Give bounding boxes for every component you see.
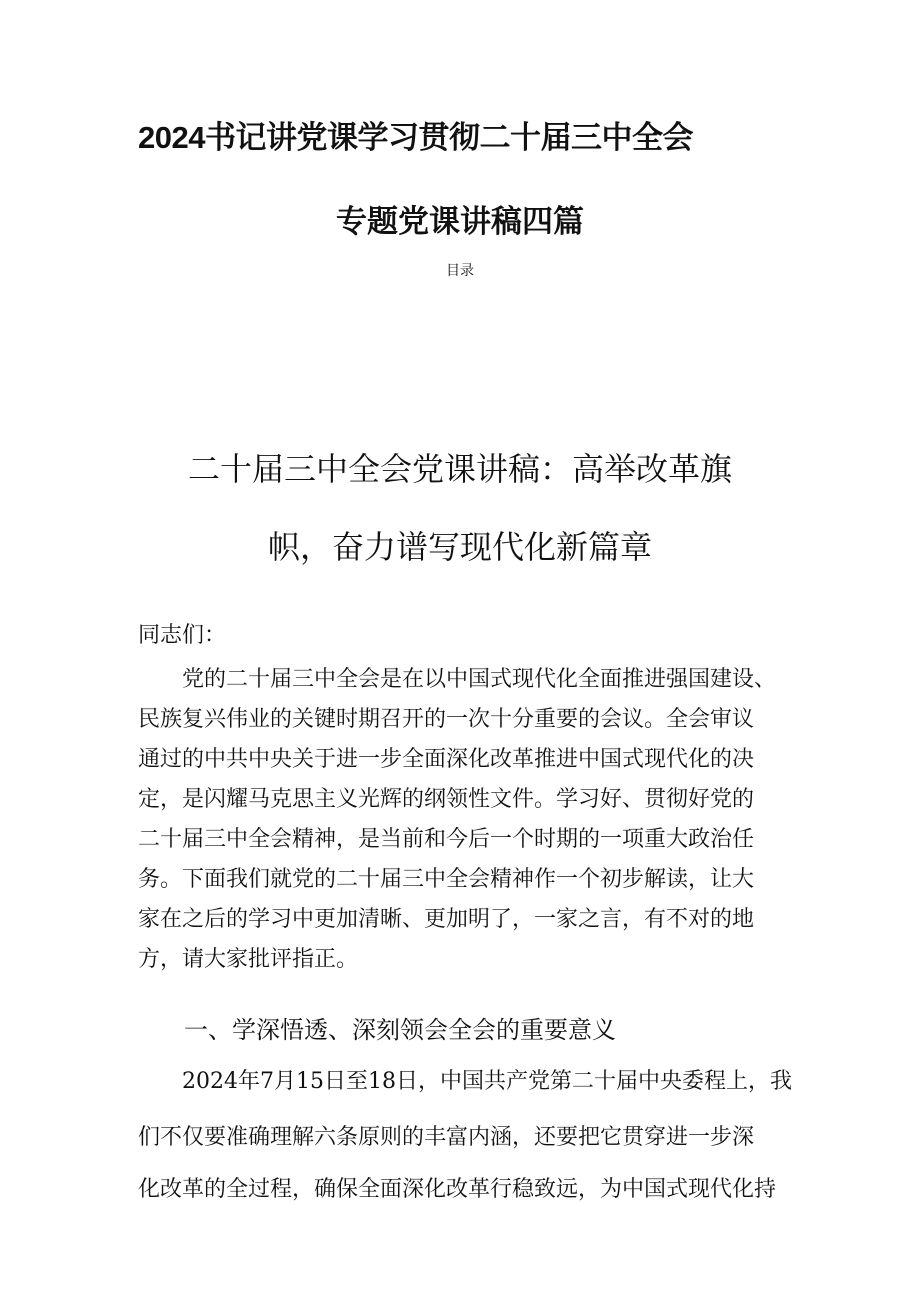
paragraph-2-line: 2024年7月15日至18日，中国共产党第二十届中央委程上，我: [138, 1069, 792, 1094]
table-of-contents-label: 目录: [446, 262, 474, 278]
salutation: 同志们：: [138, 623, 227, 648]
paragraph-line: 务。下面我们就党的二十届三中全会精神作一个初步解读，让大: [138, 867, 755, 892]
section-title-line-2: 帜，奋力谱写现代化新篇章: [267, 529, 652, 565]
heading-section-1: 一、学深悟透、深刻领会全会的重要意义: [184, 1017, 616, 1044]
paragraph-line: 二十届三中全会精神，是当前和今后一个时期的一项重大政治任: [138, 827, 755, 852]
paragraph-line: 定，是闪耀马克思主义光辉的纲领性文件。学习好、贯彻好党的: [138, 787, 755, 812]
paragraph-2-line: 化改革的全过程，确保全面深化改革行稳致远，为中国式现代化持: [138, 1177, 777, 1202]
paragraph-2-line: 们不仅要准确理解六条原则的丰富内涵，还要把它贯穿进一步深: [138, 1125, 755, 1150]
document-title-line-1: 2024书记讲党课学习贯彻二十届三中全会: [138, 120, 693, 155]
section-title-line-1: 二十届三中全会党课讲稿：高举改革旗: [187, 451, 732, 487]
paragraph-line: 家在之后的学习中更加清晰、更加明了，一家之言，有不对的地: [138, 907, 755, 932]
paragraph-line: 民族复兴伟业的关键时期召开的一次十分重要的会议。全会审议: [138, 707, 755, 732]
paragraph-line: 方，请大家批评指正。: [138, 947, 359, 972]
paragraph-line: 党的二十届三中全会是在以中国式现代化全面推进强国建设、: [138, 667, 777, 692]
paragraph-line: 通过的中共中央关于进一步全面深化改革推进中国式现代化的决: [138, 747, 755, 772]
paragraph-1: [138, 660, 798, 980]
document-title-line-2: 专题党课讲稿四篇: [336, 204, 584, 239]
